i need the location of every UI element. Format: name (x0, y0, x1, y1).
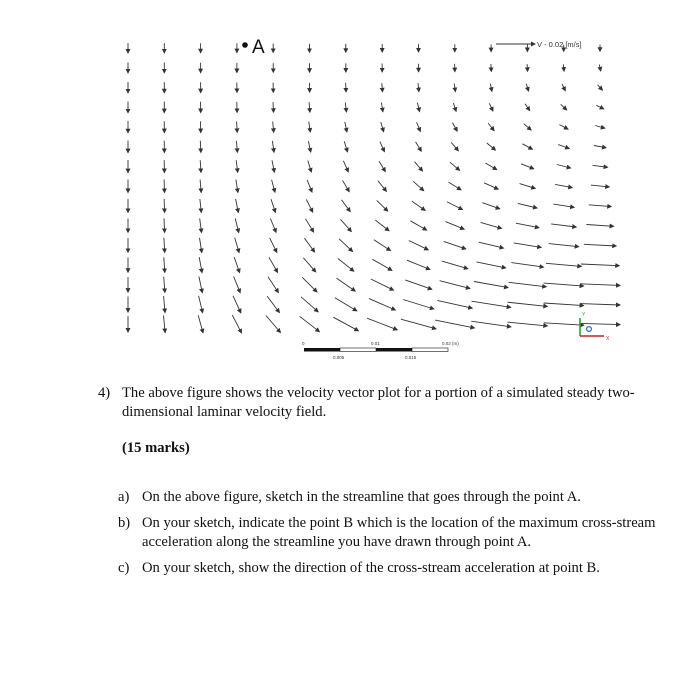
velocity-vector-arrow (199, 257, 202, 273)
velocity-vector-arrow (378, 181, 387, 192)
axis-y-label: Y (582, 312, 586, 318)
part-a (118, 488, 668, 507)
velocity-vector-arrow (521, 164, 534, 169)
velocity-vector-arrow (527, 64, 528, 71)
velocity-vector-arrow (522, 144, 532, 150)
velocity-vector-arrow (407, 260, 430, 269)
velocity-vector-arrow (273, 122, 274, 133)
velocity-vector-arrow (580, 323, 620, 324)
question-block (98, 384, 668, 585)
velocity-vector-arrow (346, 83, 347, 92)
velocity-vector-arrow (164, 277, 165, 293)
velocity-vector-arrow (267, 296, 279, 312)
velocity-vector-arrow (417, 122, 421, 131)
velocity-vector-arrow (520, 184, 536, 189)
velocity-vector-arrow (526, 84, 528, 91)
velocity-vector-arrow (591, 185, 609, 187)
velocity-vector-arrow (269, 257, 278, 272)
velocity-vector-arrow (345, 122, 347, 132)
velocity-vector-arrow (270, 219, 276, 233)
velocity-vector-arrow (307, 180, 312, 192)
velocity-vector-arrow (235, 238, 239, 253)
velocity-vector-arrow (371, 279, 394, 290)
velocity-vector-arrow (367, 318, 397, 330)
velocity-vector-arrow (309, 122, 311, 132)
velocity-vector-arrow (452, 123, 457, 132)
velocity-vector-arrow (596, 105, 603, 109)
velocity-vector-arrow (544, 283, 584, 286)
velocity-vector-arrow (444, 241, 466, 249)
velocity-vector-arrow (343, 161, 348, 172)
velocity-vector-arrow (549, 244, 579, 247)
velocity-vector-arrow (381, 103, 383, 112)
velocity-vector-arrow (379, 161, 385, 171)
velocity-vector-arrow (268, 277, 278, 293)
velocity-vector-arrow (333, 317, 358, 331)
velocity-vector-arrow (514, 243, 541, 248)
velocity-vector-arrow (308, 141, 310, 152)
velocity-vector-arrow (454, 83, 455, 91)
velocity-vector-arrow (306, 219, 314, 232)
velocity-vector-arrow (437, 300, 472, 308)
velocity-vector-arrow (200, 218, 202, 232)
velocity-vector-arrow (272, 160, 274, 172)
scale-label-0-015: 0.015 (405, 355, 417, 360)
velocity-vector-arrow (236, 160, 238, 172)
velocity-vector-arrow (417, 103, 419, 112)
velocity-vector-arrow (369, 299, 395, 310)
velocity-vector-arrow (375, 220, 389, 231)
velocity-vector-arrow (440, 281, 470, 289)
velocity-vector-arrow (233, 296, 241, 313)
velocity-vector-arrow (599, 65, 600, 71)
velocity-vector-arrow (449, 182, 462, 190)
velocity-vector-arrow (593, 165, 608, 167)
velocity-vector-arrow (518, 203, 537, 208)
velocity-vector-arrow (409, 241, 428, 250)
velocity-vector-arrow (447, 202, 462, 210)
velocity-vector-arrow (509, 282, 547, 287)
velocity-vector-arrow (450, 162, 460, 170)
velocity-vector-arrow (342, 200, 351, 212)
velocity-vector-arrow (198, 315, 203, 333)
velocity-vector-arrow (511, 263, 543, 268)
velocity-vector-arrow (594, 146, 606, 148)
velocity-vector-arrow (561, 104, 567, 110)
velocity-vector-arrow (485, 163, 496, 170)
velocity-vector-arrow (479, 242, 504, 248)
question-marks: (15 marks) (122, 440, 190, 456)
velocity-vector-arrow (199, 277, 202, 293)
part-a-letter: a) (118, 489, 130, 505)
velocity-vector-arrow (199, 296, 203, 313)
velocity-vector-arrow (164, 296, 165, 312)
velocity-vector-arrow (164, 316, 166, 333)
velocity-vector-arrow (508, 322, 548, 326)
velocity-vector-arrow (343, 180, 350, 191)
question-parts (118, 488, 668, 578)
velocity-vector-arrow (403, 300, 434, 310)
scale-label-0-02: 0.02 (m) (442, 341, 459, 346)
velocity-vector-arrow (418, 83, 419, 91)
velocity-vector-arrow (516, 223, 539, 228)
point-a-marker (242, 42, 248, 48)
scale-label-0-01: 0.01 (371, 341, 380, 346)
velocity-vector-arrow (200, 160, 201, 172)
velocity-vector-arrow (381, 122, 384, 132)
velocity-vector-arrow (586, 225, 613, 227)
velocity-vector-arrow (339, 239, 352, 252)
velocity-vector-arrow (598, 85, 603, 90)
velocity-vector-arrow (273, 102, 274, 112)
velocity-vector-arrow (301, 297, 318, 312)
velocity-vector-arrow (164, 257, 165, 272)
part-c-text: On your sketch, show the direction of the cross-stream acceleration at point B. (142, 560, 600, 576)
velocity-vector-arrow (446, 222, 465, 230)
velocity-vector-arrow (481, 222, 502, 228)
velocity-vector-arrow (164, 218, 165, 232)
velocity-vector-arrow (372, 259, 392, 270)
velocity-vector-arrow (234, 276, 241, 292)
velocity-vector-arrow (374, 240, 391, 251)
axis-x-label: X (606, 336, 610, 342)
velocity-vector-arrow (544, 303, 584, 306)
velocity-vector-arrow (200, 180, 201, 193)
velocity-vectors (128, 43, 620, 333)
velocity-vector-arrow (581, 264, 619, 266)
velocity-vector-arrow (471, 321, 511, 327)
part-b-text: On your sketch, indicate the point B which is the location of the maximum cross-stream acceleration along the streamline you have drawn through point A. (142, 515, 656, 550)
velocity-vector-arrow (546, 263, 581, 266)
velocity-vector-arrow (405, 280, 432, 289)
velocity-vector-arrow (489, 103, 493, 111)
velocity-vector-arrow (271, 199, 275, 212)
velocity-vector-arrow (451, 142, 458, 150)
velocity-vector-arrow (472, 301, 511, 307)
velocity-vector-arrow (558, 145, 569, 149)
velocity-vector-arrow (553, 204, 574, 207)
velocity-vector-arrow (272, 180, 275, 192)
velocity-vector-arrow (200, 141, 201, 153)
velocity-vector-arrow (236, 199, 239, 212)
velocity-vector-arrow (595, 126, 605, 129)
velocity-vector-arrow (524, 124, 531, 130)
velocity-vector-arrow (487, 143, 496, 150)
scale-bar (302, 341, 459, 360)
velocity-vector-arrow (305, 238, 315, 252)
velocity-vector-arrow (555, 184, 572, 187)
velocity-vector-arrow (164, 238, 165, 253)
velocity-vector-arrow (488, 123, 494, 131)
scale-label-0: 0 (302, 341, 305, 346)
velocity-vector-arrow (551, 224, 576, 227)
question-stem (98, 384, 668, 422)
velocity-vector-arrow (413, 181, 424, 190)
velocity-vector-arrow (580, 284, 620, 286)
velocity-vector-arrow (266, 316, 280, 333)
velocity-vector-arrow (300, 316, 320, 331)
part-a-text: On the above figure, sketch in the streamline that goes through the point A. (142, 489, 581, 505)
velocity-vector-arrow (344, 141, 347, 152)
velocity-vector-arrow (309, 102, 310, 112)
velocity-vector-arrow (484, 183, 498, 189)
velocity-vector-arrow (474, 282, 508, 288)
axis-z-marker (587, 327, 592, 332)
velocity-vector-arrow (345, 102, 346, 112)
velocity-vector-arrow (477, 262, 506, 268)
velocity-vector-arrow (414, 162, 422, 171)
velocity-vector-arrow (270, 238, 277, 253)
velocity-vector-arrow (235, 218, 239, 232)
velocity-vector-arrow (382, 83, 383, 92)
velocity-vector-arrow (236, 141, 237, 153)
velocity-vector-arrow (232, 315, 241, 333)
velocity-vector-arrow (557, 165, 571, 169)
point-a-label: A (252, 37, 265, 58)
velocity-vector-arrow (559, 125, 568, 130)
part-b-letter: b) (118, 515, 131, 531)
velocity-vector-arrow (416, 142, 422, 151)
velocity-vector-arrow (303, 258, 315, 272)
reference-vector-label: V - 0.02 [m/s] (537, 40, 582, 49)
velocity-vector-arrow (525, 104, 530, 111)
velocity-vector-arrow (508, 302, 548, 306)
velocity-vector-arrow (237, 121, 238, 132)
question-number: 4) (98, 385, 111, 401)
velocity-vector-arrow (338, 259, 354, 272)
part-c (118, 559, 668, 578)
question-text: The above figure shows the velocity vector plot for a portion of a simulated steady two-dimensional laminar velocity field. (122, 385, 635, 420)
velocity-vector-arrow (410, 221, 426, 230)
velocity-vector-arrow (589, 205, 611, 207)
scale-label-0-005: 0.005 (333, 355, 345, 360)
velocity-vector-arrow (412, 201, 425, 210)
velocity-vector-arrow (164, 199, 165, 212)
velocity-vector-arrow (200, 199, 201, 212)
velocity-vector-arrow (308, 161, 312, 173)
part-b (118, 514, 668, 552)
velocity-vector-arrow (306, 199, 312, 212)
velocity-vector-arrow (490, 84, 492, 92)
velocity-vector-arrow (544, 323, 584, 325)
velocity-vector-arrow (562, 84, 565, 91)
velocity-vector-arrow (236, 180, 238, 193)
velocity-vector-arrow (200, 238, 202, 253)
velocity-vector-arrow (234, 257, 239, 273)
axis-triad (580, 312, 610, 342)
velocity-vector-arrow (482, 203, 499, 209)
velocity-vector-arrow (453, 103, 456, 111)
velocity-vector-arrow (442, 261, 468, 269)
velocity-vector-arrow (302, 277, 317, 292)
velocity-vector-arrow (272, 141, 274, 152)
velocity-vector-arrow (335, 298, 357, 311)
velocity-vector-arrow (340, 219, 351, 231)
velocity-vector-arrow (563, 64, 564, 71)
velocity-vector-arrow (377, 200, 388, 211)
velocity-vector-arrow (435, 320, 474, 328)
part-c-letter: c) (118, 560, 130, 576)
velocity-vector-arrow (584, 244, 616, 246)
velocity-vector-arrow (580, 304, 620, 305)
velocity-vector-arrow (337, 278, 356, 291)
velocity-vector-arrow (380, 142, 385, 152)
velocity-vector-arrow (401, 319, 436, 329)
